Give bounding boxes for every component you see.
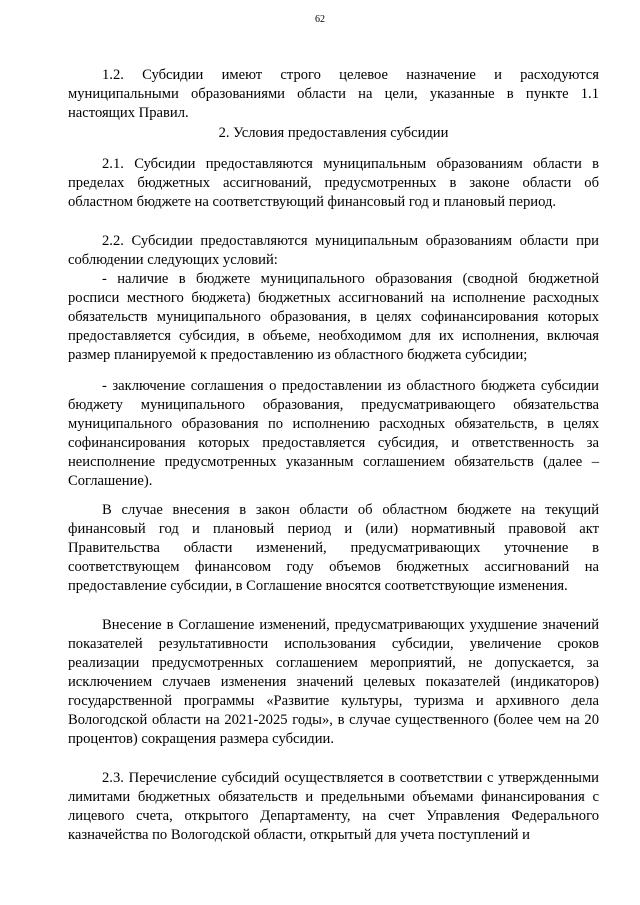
paragraph-2-2: 2.2. Субсидии предоставляются муниципальным образованиям области при соблюдении следующих условий: <box>68 233 599 268</box>
condition-item-2: - заключение соглашения о предоставлении из областного бюджета субсидии бюджету муниципального образования, предусматривающего обязательства муниципального образования по исполнению расходных обязательств, в целях софинансирования которых предоставляется субсидия, и ответственность за неисполнение предусмотренных указанным соглашением обязательств (далее – Соглашение). <box>68 378 599 489</box>
paragraph-1-2: 1.2. Субсидии имеют строго целевое назначение и расходуются муниципальными образованиями области на цели, указанные в пункте 1.1 настоящих Правил. <box>68 67 599 121</box>
paragraph-2-3: 2.3. Перечисление субсидий осуществляется в соответствии с утвержденными лимитами бюджетных обязательств и предельными объемами финансирования с лицевого счета, открытого Департаменту, на счет Управления Федерального казначейства по Вологодской области, открытый для учета поступлений и <box>68 770 599 843</box>
paragraph-2-1: 2.1. Субсидии предоставляются муниципальным образованиям области в пределах бюджетных ассигнований, предусмотренных в законе области об областном бюджете на соответствующий финансовый год и плановый период. <box>68 156 599 210</box>
paragraph-amendment-restriction: Внесение в Соглашение изменений, предусматривающих ухудшение значений показателей результативности использования субсидии, увеличение сроков реализации предусмотренных соглашением мероприятий, не допускается, за исключением случаев изменения значений целевых показателей (индикаторов) государственной программы «Развитие культуры, туризма и архивного дела Вологодской области на 2021-2025 годы», в случае существенного (более чем на 20 процентов) сокращения размера субсидии. <box>68 617 599 747</box>
paragraph-amendment: В случае внесения в закон области об областном бюджете на текущий финансовый год и плановый период и (или) нормативный правовой акт Правительства области изменений, предусматривающих уточнение в соответствующем финансовом году объемов бюджетных ассигнований на предоставление субсидии, в Соглашение вносятся соответствующие изменения. <box>68 502 599 594</box>
condition-item-1: - наличие в бюджете муниципального образования (сводной бюджетной росписи местного бюджета) бюджетных ассигнований на исполнение расходных обязательств муниципального образования, в целях софинансирования которых предоставляется субсидия, в объеме, необходимом для их исполнения, включая размер планируемой к предоставлению из областного бюджета субсидии; <box>68 271 599 363</box>
page-number: 62 <box>315 14 325 25</box>
section-heading: 2. Условия предоставления субсидии <box>218 125 449 141</box>
